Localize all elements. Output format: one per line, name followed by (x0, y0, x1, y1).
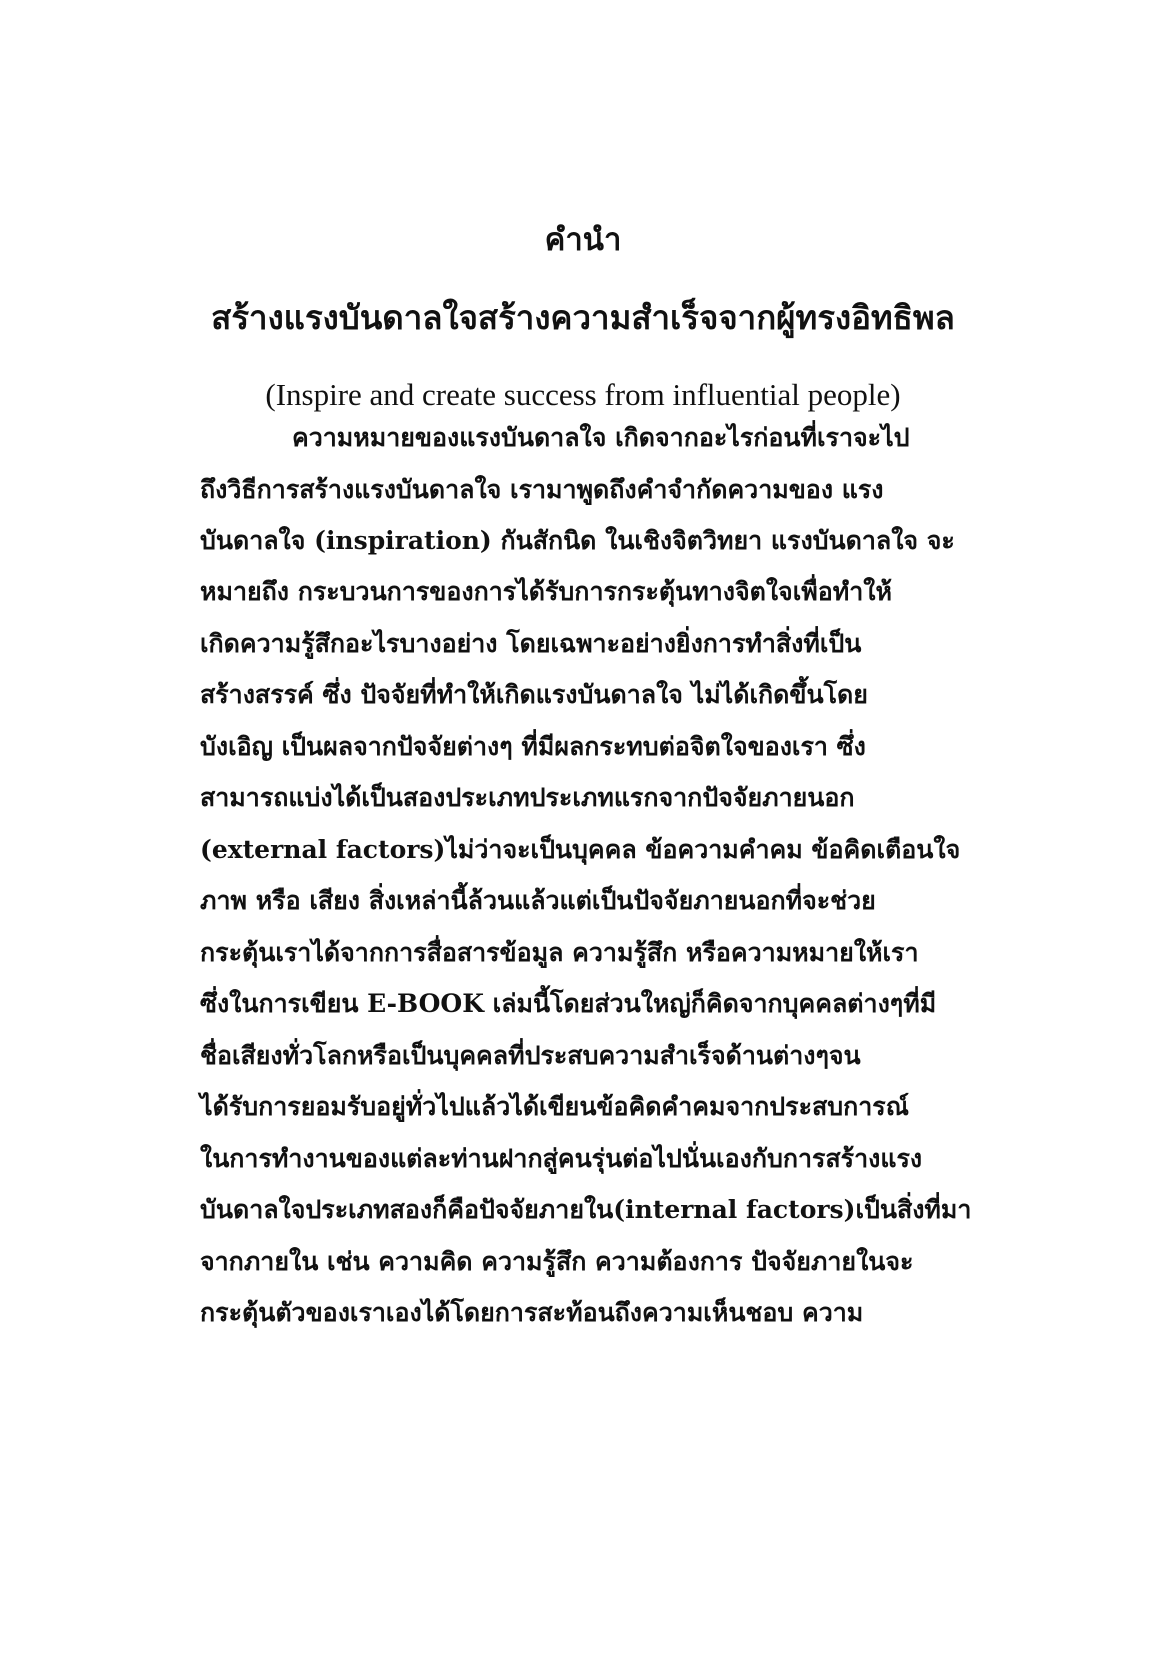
body-line-4: หมายถึง กระบวนการของการได้รับการกระตุ้นทางจิตใจเพื่อทำให้ (200, 577, 892, 606)
body-line-16: บันดาลใจประเภทสองก็คือปัจจัยภายใน(internal factors)เป็นสิ่งที่มา (200, 1195, 972, 1224)
body-line-6: สร้างสรรค์ ซึ่ง ปัจจัยที่ทำให้เกิดแรงบันดาลใจ ไม่ได้เกิดขึ้นโดย (200, 680, 868, 709)
book-subtitle: (Inspire and create success from influential people) (265, 377, 901, 412)
body-line-17: จากภายใน เช่น ความคิด ความรู้สึก ความต้องการ ปัจจัยภายในจะ (200, 1247, 914, 1276)
body-line-9: (external factors)ไม่ว่าจะเป็นบุคคล ข้อความคำคม ข้อคิดเตือนใจ (200, 835, 961, 864)
body-line-7: บังเอิญ เป็นผลจากปัจจัยต่างๆ ที่มีผลกระทบต่อจิตใจของเรา ซึ่ง (200, 732, 866, 761)
body-line-18: กระตุ้นตัวของเราเองได้โดยการสะท้อนถึงความเห็นชอบ ความ (200, 1298, 864, 1327)
body-line-13: ชื่อเสียงทั่วโลกหรือเป็นบุคคลที่ประสบความสำเร็จด้านต่างๆจน (200, 1041, 861, 1070)
body-line-2: ถึงวิธีการสร้างแรงบันดาลใจ เรามาพูดถึงคำจำกัดความของ แรง (200, 475, 884, 504)
body-line-5: เกิดความรู้สึกอะไรบางอย่าง โดยเฉพาะอย่างยิ่งการทำสิ่งที่เป็น (200, 629, 862, 658)
body-line-14: ได้รับการยอมรับอยู่ทั่วไปแล้วได้เขียนข้อคิดคำคมจากประสบการณ์ (200, 1092, 909, 1121)
body-line-10: ภาพ หรือ เสียง สิ่งเหล่านี้ล้วนแล้วแต่เป็นปัจจัยภายนอกที่จะช่วย (200, 886, 876, 915)
book-title: สร้างแรงบันดาลใจสร้างความสำเร็จจากผู้ทรงอิทธิพล (211, 298, 955, 337)
body-line-3: บันดาลใจ (inspiration) กันสักนิด ในเชิงจิตวิทยา แรงบันดาลใจ จะ (200, 526, 955, 555)
body-line-12: ซึ่งในการเขียน E-BOOK เล่มนี้โดยส่วนใหญ่ก็คิดจากบุคคลต่างๆที่มี (200, 989, 937, 1018)
body-line-1: ความหมายของแรงบันดาลใจ เกิดจากอะไรก่อนที่เราจะไป (292, 423, 910, 452)
body-line-15: ในการทำงานของแต่ละท่านฝากสู่คนรุ่นต่อไปนั่นเองกับการสร้างแรง (200, 1144, 923, 1173)
foreword-heading: คำนำ (544, 222, 622, 258)
body-line-11: กระตุ้นเราได้จากการสื่อสารข้อมูล ความรู้สึก หรือความหมายให้เรา (200, 938, 919, 967)
body-line-8: สามารถแบ่งได้เป็นสองประเภทประเภทแรกจากปัจจัยภายนอก (200, 783, 855, 812)
